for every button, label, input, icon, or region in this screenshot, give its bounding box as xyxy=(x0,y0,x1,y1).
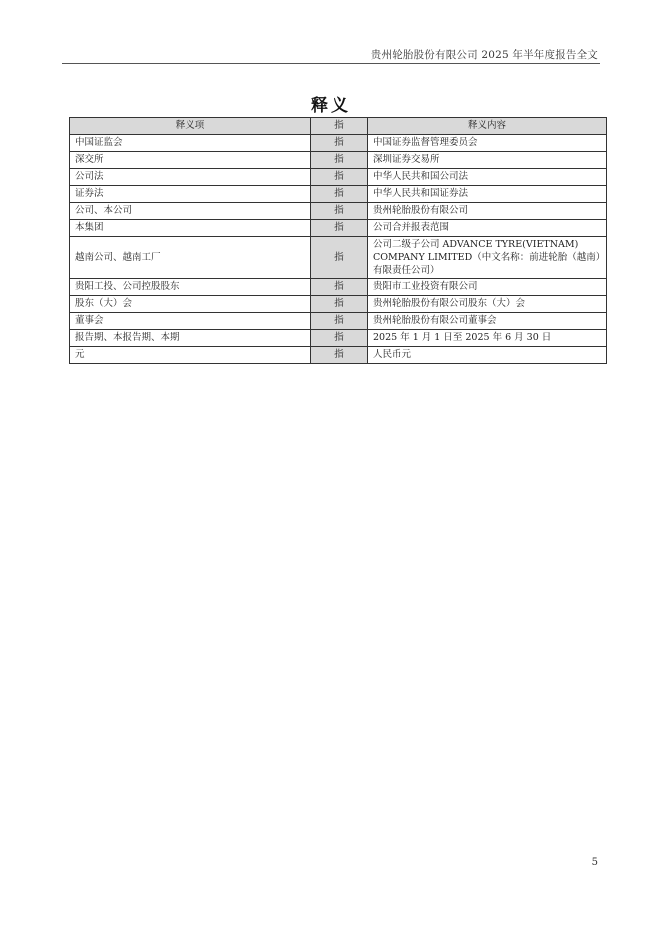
table-row xyxy=(70,169,607,186)
document-header: 贵州轮胎股份有限公司 2025 年半年度报告全文 xyxy=(370,49,598,61)
zhi-cell: 指 xyxy=(311,169,368,186)
term-cell: 贵阳工投、公司控股股东 xyxy=(70,279,311,296)
zhi-cell: 指 xyxy=(311,330,368,347)
table-row xyxy=(70,296,607,313)
zhi-cell: 指 xyxy=(311,279,368,296)
page-number: 5 xyxy=(591,857,598,868)
table-row xyxy=(70,152,607,169)
zhi-cell: 指 xyxy=(311,186,368,203)
definition-cell: 中华人民共和国证券法 xyxy=(368,186,607,203)
term-cell: 深交所 xyxy=(70,152,311,169)
zhi-cell: 指 xyxy=(311,347,368,364)
zhi-cell: 指 xyxy=(311,313,368,330)
header-rule xyxy=(62,63,600,64)
term-cell: 元 xyxy=(70,347,311,364)
definition-cell: 2025 年 1 月 1 日至 2025 年 6 月 30 日 xyxy=(368,330,607,347)
table-row xyxy=(70,279,607,296)
definition-cell: 贵州轮胎股份有限公司董事会 xyxy=(368,313,607,330)
table-row xyxy=(70,203,607,220)
table-row xyxy=(70,330,607,347)
term-cell: 董事会 xyxy=(70,313,311,330)
table-row xyxy=(70,135,607,152)
term-cell: 中国证监会 xyxy=(70,135,311,152)
zhi-cell: 指 xyxy=(311,296,368,313)
definition-cell: 公司合并报表范围 xyxy=(368,220,607,237)
definition-cell: 中华人民共和国公司法 xyxy=(368,169,607,186)
term-cell: 报告期、本报告期、本期 xyxy=(70,330,311,347)
table-row xyxy=(70,186,607,203)
definition-cell: 公司二级子公司 ADVANCE TYRE(VIETNAM) COMPANY LIMITED（中文名称：前进轮胎（越南）有限责任公司） xyxy=(368,237,607,279)
table-row xyxy=(70,237,607,279)
definition-cell: 中国证券监督管理委员会 xyxy=(368,135,607,152)
term-cell: 本集团 xyxy=(70,220,311,237)
table-row xyxy=(70,313,607,330)
term-cell: 公司、本公司 xyxy=(70,203,311,220)
page-title: 释义 xyxy=(311,96,351,116)
term-cell: 越南公司、越南工厂 xyxy=(70,237,311,279)
table-row xyxy=(70,347,607,364)
definition-cell: 人民币元 xyxy=(368,347,607,364)
zhi-cell: 指 xyxy=(311,135,368,152)
definitions-table xyxy=(69,117,607,364)
table-header-row xyxy=(70,118,607,135)
definition-cell: 贵州轮胎股份有限公司 xyxy=(368,203,607,220)
term-cell: 股东（大）会 xyxy=(70,296,311,313)
definition-cell: 贵阳市工业投资有限公司 xyxy=(368,279,607,296)
zhi-cell: 指 xyxy=(311,152,368,169)
definition-cell: 深圳证券交易所 xyxy=(368,152,607,169)
header-zhi: 指 xyxy=(311,118,368,135)
table-row xyxy=(70,220,607,237)
term-cell: 公司法 xyxy=(70,169,311,186)
definition-cell: 贵州轮胎股份有限公司股东（大）会 xyxy=(368,296,607,313)
zhi-cell: 指 xyxy=(311,237,368,279)
zhi-cell: 指 xyxy=(311,220,368,237)
term-cell: 证券法 xyxy=(70,186,311,203)
header-term: 释义项 xyxy=(70,118,311,135)
header-definition: 释义内容 xyxy=(368,118,607,135)
zhi-cell: 指 xyxy=(311,203,368,220)
